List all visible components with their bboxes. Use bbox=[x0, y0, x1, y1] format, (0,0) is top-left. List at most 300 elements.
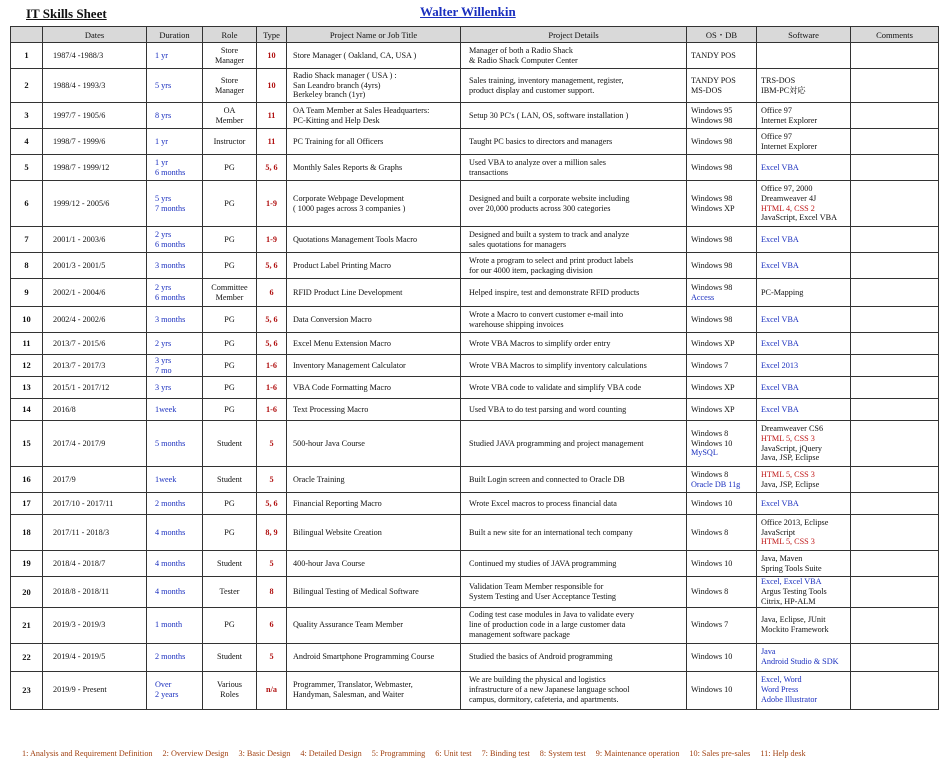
project-cell bbox=[287, 467, 461, 493]
type-cell: 8, 9 bbox=[257, 515, 287, 551]
software-line: Excel 2013 bbox=[761, 360, 799, 370]
comments-cell bbox=[851, 399, 939, 421]
table-row bbox=[11, 399, 939, 421]
software-cell bbox=[757, 515, 851, 551]
project-cell bbox=[287, 671, 461, 709]
role-line: PG bbox=[224, 162, 235, 172]
role-line: PG bbox=[224, 527, 235, 537]
role-line: PG bbox=[224, 620, 235, 630]
role-line: OA bbox=[223, 105, 236, 115]
duration-cell bbox=[147, 467, 203, 493]
software-cell bbox=[757, 129, 851, 155]
project-cell bbox=[287, 607, 461, 643]
details-line: over 20,000 products across 300 categories bbox=[469, 203, 611, 213]
row-number: 10 bbox=[11, 307, 43, 333]
role-line: Committee bbox=[211, 282, 248, 292]
role-line: Student bbox=[216, 558, 243, 568]
project-line: Text Processing Macro bbox=[293, 404, 369, 414]
role-line: Roles bbox=[220, 690, 239, 700]
details-line: Wrote VBA Macros to simplify inventory calculations bbox=[469, 360, 647, 370]
role-line: Manager bbox=[214, 55, 245, 65]
col-header-dates: Dates bbox=[43, 27, 147, 43]
details-cell bbox=[461, 129, 687, 155]
role-line: Member bbox=[215, 292, 244, 302]
author-name-link[interactable]: Walter Willenkin bbox=[420, 4, 516, 19]
project-line: Radio Shack manager ( USA ) : bbox=[293, 70, 397, 80]
table-row bbox=[11, 69, 939, 103]
role-line: PG bbox=[224, 360, 235, 370]
project-line: Monthly Sales Reports & Graphs bbox=[293, 162, 403, 172]
os-db-line: Windows 10 bbox=[691, 438, 733, 448]
software-line: Word Press bbox=[761, 685, 799, 695]
details-line: transactions bbox=[469, 167, 509, 177]
role-line: PG bbox=[224, 234, 235, 244]
type-cell: 6 bbox=[257, 607, 287, 643]
row-number: 12 bbox=[11, 355, 43, 377]
project-cell bbox=[287, 279, 461, 307]
row-number: 11 bbox=[11, 333, 43, 355]
details-line: Designed and built a system to track and analyze bbox=[469, 229, 630, 239]
comments-cell bbox=[851, 551, 939, 577]
os-db-cell bbox=[687, 227, 757, 253]
software-cell bbox=[757, 421, 851, 467]
duration-line: 2 years bbox=[155, 690, 179, 700]
project-line: ( 1000 pages across 3 companies ) bbox=[293, 203, 406, 213]
dates-cell: 2017/4 - 2017/9 bbox=[43, 421, 147, 467]
software-line: Excel VBA bbox=[761, 404, 799, 414]
details-cell bbox=[461, 643, 687, 671]
dates-cell: 2002/1 - 2004/6 bbox=[43, 279, 147, 307]
type-cell: 5 bbox=[257, 467, 287, 493]
os-db-line: Windows 98 bbox=[691, 314, 733, 324]
details-line: & Radio Shack Computer Center bbox=[469, 55, 578, 65]
project-cell bbox=[287, 333, 461, 355]
row-number: 5 bbox=[11, 155, 43, 181]
details-line: Validation Team Member responsible for bbox=[469, 581, 604, 591]
table-row bbox=[11, 377, 939, 399]
type-cell: 11 bbox=[257, 103, 287, 129]
project-cell bbox=[287, 577, 461, 608]
dates-cell: 2017/11 - 2018/3 bbox=[43, 515, 147, 551]
table-row bbox=[11, 333, 939, 355]
dates-cell: 1988/4 - 1993/3 bbox=[43, 69, 147, 103]
details-line: infrastructure of a new Japanese language school bbox=[469, 685, 630, 695]
details-cell bbox=[461, 515, 687, 551]
role-line: Store bbox=[220, 75, 239, 85]
duration-line: 7 mo bbox=[155, 365, 172, 375]
details-line: Studied the basics of Android programming bbox=[469, 652, 613, 662]
dates-cell: 2016/8 bbox=[43, 399, 147, 421]
project-line: Store Manager ( Oakland, CA, USA ) bbox=[293, 50, 417, 60]
details-line: Built Login screen and connected to Oracle DB bbox=[469, 474, 625, 484]
project-line: PC Training for all Officers bbox=[293, 136, 384, 146]
os-db-line: Access bbox=[691, 292, 715, 302]
project-line: Handyman, Salesman, and Waiter bbox=[293, 690, 404, 700]
dates-cell: 2001/3 - 2001/5 bbox=[43, 253, 147, 279]
duration-line: 2 yrs bbox=[155, 338, 172, 348]
role-line: Tester bbox=[219, 586, 240, 596]
duration-cell bbox=[147, 551, 203, 577]
project-line: OA Team Member at Sales Headquarters: bbox=[293, 105, 430, 115]
dates-cell: 1987/4 -1988/3 bbox=[43, 43, 147, 69]
role-cell bbox=[203, 181, 257, 227]
project-line: Oracle Training bbox=[293, 474, 345, 484]
project-cell bbox=[287, 227, 461, 253]
type-cell: 8 bbox=[257, 577, 287, 608]
software-line: Java, Eclipse, JUnit bbox=[761, 615, 826, 625]
project-cell bbox=[287, 129, 461, 155]
os-db-cell bbox=[687, 333, 757, 355]
type-cell: 5, 6 bbox=[257, 155, 287, 181]
comments-cell bbox=[851, 467, 939, 493]
software-line: Office 2013, Eclipse bbox=[761, 517, 829, 527]
duration-line: 4 months bbox=[155, 527, 186, 537]
dates-cell: 2019/3 - 2019/3 bbox=[43, 607, 147, 643]
software-line: Adobe Illustrator bbox=[761, 694, 818, 704]
project-line: Corporate Webpage Development bbox=[293, 193, 405, 203]
duration-line: 3 yrs bbox=[155, 382, 172, 392]
dates-cell: 2001/1 - 2003/6 bbox=[43, 227, 147, 253]
role-line: PG bbox=[224, 498, 235, 508]
details-cell bbox=[461, 307, 687, 333]
col-header-no bbox=[11, 27, 43, 43]
os-db-line: Windows 7 bbox=[691, 620, 729, 630]
details-cell bbox=[461, 671, 687, 709]
software-line: Excel, Word bbox=[761, 675, 802, 685]
role-line: Student bbox=[216, 652, 243, 662]
role-line: Store bbox=[220, 45, 239, 55]
comments-cell bbox=[851, 253, 939, 279]
row-number: 7 bbox=[11, 227, 43, 253]
role-line: Member bbox=[215, 115, 244, 125]
role-line: Manager bbox=[214, 85, 245, 95]
software-line: Office 97 bbox=[761, 105, 792, 115]
software-cell bbox=[757, 333, 851, 355]
type-cell: 5, 6 bbox=[257, 253, 287, 279]
os-db-cell bbox=[687, 607, 757, 643]
os-db-line: MySQL bbox=[691, 448, 718, 458]
project-cell bbox=[287, 69, 461, 103]
table-row bbox=[11, 551, 939, 577]
col-header-duration: Duration bbox=[147, 27, 203, 43]
project-cell bbox=[287, 43, 461, 69]
role-cell bbox=[203, 155, 257, 181]
software-line: Android Studio & SDK bbox=[761, 657, 839, 667]
row-number: 14 bbox=[11, 399, 43, 421]
role-cell bbox=[203, 227, 257, 253]
role-cell bbox=[203, 643, 257, 671]
duration-line: 4 months bbox=[155, 586, 186, 596]
duration-line: 2 yrs bbox=[155, 282, 172, 292]
table-row bbox=[11, 467, 939, 493]
project-line: Product Label Printing Macro bbox=[293, 260, 392, 270]
software-cell bbox=[757, 103, 851, 129]
comments-cell bbox=[851, 43, 939, 69]
dates-cell: 1997/7 - 1905/6 bbox=[43, 103, 147, 129]
software-line: Office 97 bbox=[761, 131, 792, 141]
details-line: Studied JAVA programming and project management bbox=[469, 438, 644, 448]
details-cell bbox=[461, 227, 687, 253]
dates-cell: 2002/4 - 2002/6 bbox=[43, 307, 147, 333]
role-cell bbox=[203, 377, 257, 399]
skills-table bbox=[10, 26, 939, 710]
row-number: 16 bbox=[11, 467, 43, 493]
project-cell bbox=[287, 493, 461, 515]
project-cell bbox=[287, 643, 461, 671]
comments-cell bbox=[851, 643, 939, 671]
table-row bbox=[11, 279, 939, 307]
details-line: sales quotations for managers bbox=[469, 239, 567, 249]
os-db-line: Windows XP bbox=[691, 382, 735, 392]
duration-cell bbox=[147, 377, 203, 399]
table-row bbox=[11, 129, 939, 155]
software-line: Excel VBA bbox=[761, 260, 799, 270]
type-cell: 1-6 bbox=[257, 355, 287, 377]
software-line: Java, JSP, Eclipse bbox=[761, 479, 820, 489]
project-cell bbox=[287, 515, 461, 551]
duration-line: 7 months bbox=[155, 203, 186, 213]
duration-line: 2 months bbox=[155, 498, 186, 508]
role-line: Student bbox=[216, 474, 243, 484]
details-line: Used VBA to do test parsing and word counting bbox=[469, 404, 627, 414]
software-line: Excel VBA bbox=[761, 382, 799, 392]
type-cell: 1-6 bbox=[257, 377, 287, 399]
os-db-line: Windows 8 bbox=[691, 428, 729, 438]
os-db-cell bbox=[687, 671, 757, 709]
os-db-line: Windows XP bbox=[691, 338, 735, 348]
dates-cell: 2013/7 - 2015/6 bbox=[43, 333, 147, 355]
duration-line: 1 yr bbox=[155, 50, 168, 60]
role-cell bbox=[203, 307, 257, 333]
comments-cell bbox=[851, 493, 939, 515]
os-db-line: Windows 8 bbox=[691, 469, 729, 479]
os-db-cell bbox=[687, 377, 757, 399]
details-cell bbox=[461, 493, 687, 515]
col-header-role: Role bbox=[203, 27, 257, 43]
details-line: Continued my studies of JAVA programming bbox=[469, 558, 617, 568]
role-cell bbox=[203, 515, 257, 551]
role-cell bbox=[203, 607, 257, 643]
project-line: Berkeley branch (1yr) bbox=[293, 90, 366, 100]
table-row bbox=[11, 355, 939, 377]
role-line: PG bbox=[224, 260, 235, 270]
os-db-cell bbox=[687, 43, 757, 69]
duration-line: 3 yrs bbox=[155, 355, 172, 365]
duration-cell bbox=[147, 253, 203, 279]
os-db-line: TANDY POS bbox=[691, 50, 736, 60]
os-db-cell bbox=[687, 181, 757, 227]
project-line: Bilingual Testing of Medical Software bbox=[293, 586, 419, 596]
row-number: 2 bbox=[11, 69, 43, 103]
legend-item: 7: Binding test bbox=[481, 749, 530, 758]
project-line: Programmer, Translator, Webmaster, bbox=[293, 680, 413, 690]
duration-line: 1week bbox=[155, 474, 177, 484]
os-db-line: Windows 10 bbox=[691, 652, 733, 662]
table-row bbox=[11, 227, 939, 253]
os-db-line: Oracle DB 11g bbox=[691, 479, 741, 489]
comments-cell bbox=[851, 421, 939, 467]
duration-line: 1 month bbox=[155, 620, 183, 630]
os-db-line: Windows 98 bbox=[691, 115, 733, 125]
type-cell: 11 bbox=[257, 129, 287, 155]
software-line: Excel VBA bbox=[761, 162, 799, 172]
os-db-line: Windows XP bbox=[691, 404, 735, 414]
project-cell bbox=[287, 253, 461, 279]
details-cell bbox=[461, 103, 687, 129]
project-line: Quotations Management Tools Macro bbox=[293, 234, 418, 244]
software-line: Java, JSP, Eclipse bbox=[761, 453, 820, 463]
os-db-line: Windows 98 bbox=[691, 193, 733, 203]
duration-cell bbox=[147, 181, 203, 227]
role-line: Instructor bbox=[213, 136, 246, 146]
os-db-cell bbox=[687, 69, 757, 103]
duration-line: 3 months bbox=[155, 314, 186, 324]
software-line: Excel VBA bbox=[761, 338, 799, 348]
os-db-cell bbox=[687, 399, 757, 421]
duration-line: 2 yrs bbox=[155, 229, 172, 239]
software-cell bbox=[757, 377, 851, 399]
os-db-cell bbox=[687, 515, 757, 551]
software-cell bbox=[757, 279, 851, 307]
type-cell: 1-9 bbox=[257, 181, 287, 227]
project-line: PC-Kitting and Help Desk bbox=[293, 115, 380, 125]
dates-cell: 1998/7 - 1999/12 bbox=[43, 155, 147, 181]
software-line: Excel VBA bbox=[761, 234, 799, 244]
details-cell bbox=[461, 333, 687, 355]
legend-item: 1: Analysis and Requirement Definition bbox=[22, 749, 153, 758]
row-number: 9 bbox=[11, 279, 43, 307]
duration-cell bbox=[147, 129, 203, 155]
legend-item: 5: Programming bbox=[371, 749, 426, 758]
os-db-cell bbox=[687, 103, 757, 129]
type-cell: 5 bbox=[257, 643, 287, 671]
role-line: PG bbox=[224, 404, 235, 414]
role-cell bbox=[203, 399, 257, 421]
project-line: Inventory Management Calculator bbox=[293, 360, 406, 370]
software-line: Internet Explorer bbox=[761, 115, 818, 125]
software-line: JavaScript, jQuery bbox=[761, 443, 822, 453]
duration-cell bbox=[147, 643, 203, 671]
software-cell bbox=[757, 493, 851, 515]
type-cell: 10 bbox=[257, 43, 287, 69]
details-cell bbox=[461, 279, 687, 307]
details-cell bbox=[461, 467, 687, 493]
table-row bbox=[11, 421, 939, 467]
details-cell bbox=[461, 421, 687, 467]
os-db-line: Windows 10 bbox=[691, 498, 733, 508]
comments-cell bbox=[851, 377, 939, 399]
software-line: IBM-PC対応 bbox=[761, 85, 806, 95]
os-db-cell bbox=[687, 643, 757, 671]
details-line: Sales training, inventory management, register, bbox=[469, 75, 624, 85]
role-cell bbox=[203, 577, 257, 608]
os-db-cell bbox=[687, 155, 757, 181]
table-row bbox=[11, 43, 939, 69]
software-line: Excel VBA bbox=[761, 498, 799, 508]
table-body bbox=[11, 43, 939, 710]
software-line: Citrix, HP-ALM bbox=[761, 596, 816, 606]
os-db-cell bbox=[687, 577, 757, 608]
project-line: RFID Product Line Development bbox=[293, 287, 403, 297]
details-cell bbox=[461, 377, 687, 399]
details-line: Helped inspire, test and demonstrate RFID products bbox=[469, 287, 640, 297]
dates-cell: 2019/9 - Present bbox=[43, 671, 147, 709]
details-line: Wrote a program to select and print product labels bbox=[469, 255, 634, 265]
type-cell: n/a bbox=[257, 671, 287, 709]
details-cell bbox=[461, 69, 687, 103]
duration-line: 3 months bbox=[155, 260, 186, 270]
software-line: HTML 5, CSS 3 bbox=[761, 469, 815, 479]
comments-cell bbox=[851, 155, 939, 181]
software-cell bbox=[757, 643, 851, 671]
comments-cell bbox=[851, 279, 939, 307]
software-cell bbox=[757, 307, 851, 333]
os-db-cell bbox=[687, 355, 757, 377]
legend-item: 3: Basic Design bbox=[238, 749, 291, 758]
duration-line: 5 yrs bbox=[155, 80, 172, 90]
software-cell bbox=[757, 355, 851, 377]
role-line: PG bbox=[224, 338, 235, 348]
comments-cell bbox=[851, 607, 939, 643]
dates-cell: 2017/9 bbox=[43, 467, 147, 493]
project-line: Data Conversion Macro bbox=[293, 314, 372, 324]
project-cell bbox=[287, 551, 461, 577]
details-cell bbox=[461, 43, 687, 69]
details-cell bbox=[461, 253, 687, 279]
software-cell bbox=[757, 69, 851, 103]
software-cell bbox=[757, 551, 851, 577]
os-db-cell bbox=[687, 551, 757, 577]
software-line: HTML 5, CSS 3 bbox=[761, 433, 815, 443]
project-line: VBA Code Formatting Macro bbox=[293, 382, 392, 392]
type-legend bbox=[22, 749, 816, 758]
dates-cell: 2015/1 - 2017/12 bbox=[43, 377, 147, 399]
duration-line: 5 yrs bbox=[155, 193, 172, 203]
details-cell bbox=[461, 155, 687, 181]
duration-cell bbox=[147, 607, 203, 643]
os-db-line: Windows 98 bbox=[691, 136, 733, 146]
legend-item: 2: Overview Design bbox=[162, 749, 229, 758]
details-cell bbox=[461, 181, 687, 227]
os-db-line: Windows 7 bbox=[691, 360, 729, 370]
os-db-line: Windows 8 bbox=[691, 527, 729, 537]
software-line: PC-Mapping bbox=[761, 287, 804, 297]
row-number: 18 bbox=[11, 515, 43, 551]
project-cell bbox=[287, 307, 461, 333]
dates-cell: 2018/4 - 2018/7 bbox=[43, 551, 147, 577]
role-cell bbox=[203, 279, 257, 307]
details-line: Used VBA to analyze over a million sales bbox=[469, 157, 606, 167]
row-number: 17 bbox=[11, 493, 43, 515]
col-header-project: Project Name or Job Title bbox=[287, 27, 461, 43]
row-number: 20 bbox=[11, 577, 43, 608]
role-cell bbox=[203, 551, 257, 577]
role-cell bbox=[203, 467, 257, 493]
table-row bbox=[11, 103, 939, 129]
table-row bbox=[11, 607, 939, 643]
table-row bbox=[11, 493, 939, 515]
os-db-cell bbox=[687, 279, 757, 307]
comments-cell bbox=[851, 355, 939, 377]
dates-cell: 2018/8 - 2018/11 bbox=[43, 577, 147, 608]
role-cell bbox=[203, 43, 257, 69]
duration-cell bbox=[147, 399, 203, 421]
type-cell: 1-9 bbox=[257, 227, 287, 253]
details-line: Coding test case modules in Java to validate every bbox=[469, 610, 635, 620]
comments-cell bbox=[851, 129, 939, 155]
details-line: We are building the physical and logistics bbox=[469, 675, 606, 685]
software-line: TRS-DOS bbox=[761, 75, 796, 85]
